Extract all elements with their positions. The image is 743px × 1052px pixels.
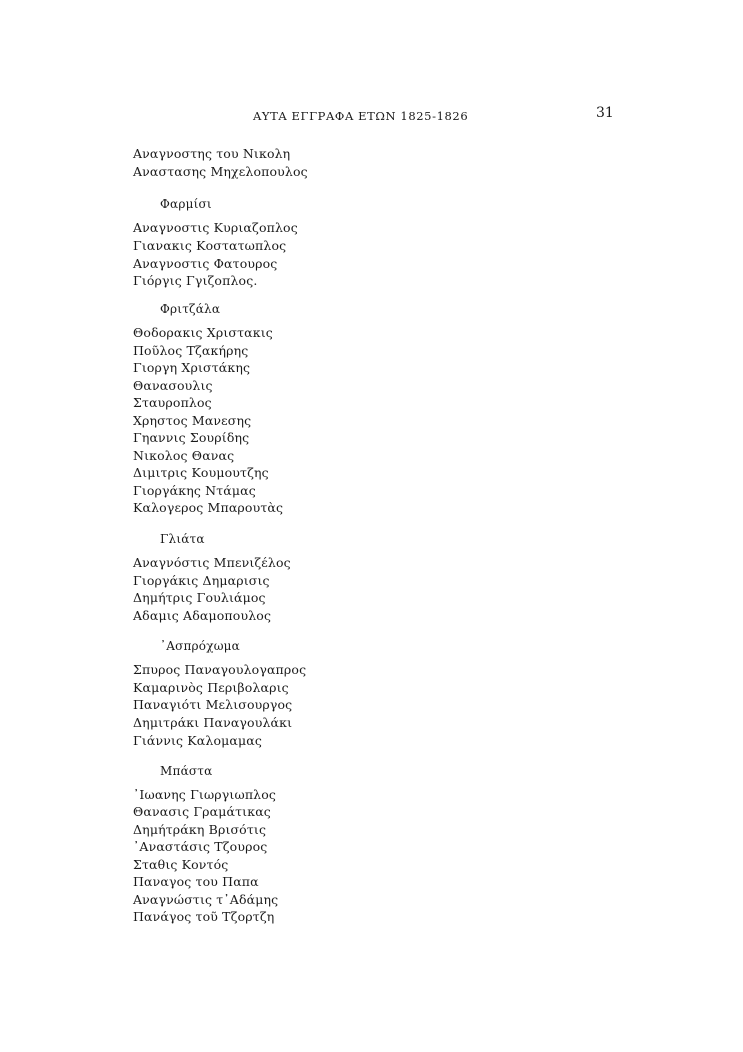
name-line: Αδαμις Αδαμοπουλος: [133, 608, 272, 623]
name-line: Σταυροπλος: [133, 395, 212, 410]
section-heading: Γλιάτα: [160, 532, 205, 546]
name-line: Αναγνόστις Μπενιζέλος: [133, 555, 291, 570]
name-line: Δημιτράκι Παναγουλάκι: [133, 715, 293, 730]
name-line: Γιοργη Χριστάκης: [133, 360, 251, 375]
name-line: Παναγιότι Μελισουργος: [133, 697, 293, 712]
name-line: Αναγνοστης του Νικολη: [133, 146, 291, 161]
name-line: Παναγος του Παπα: [133, 874, 259, 889]
page-header: [0, 105, 743, 129]
name-line: Πανάγος τοῦ Τζορτζη: [133, 909, 275, 924]
section-heading: Φαρμίσι: [160, 197, 212, 211]
name-line: Αναγνώστις τ᾿Αδάμης: [133, 892, 279, 907]
name-line: Θοδορακις Χριστακις: [133, 325, 273, 340]
name-line: Γιάννις Καλομαμας: [133, 733, 262, 748]
section-heading: ᾿Ασπρόχωμα: [160, 639, 240, 653]
name-line: ᾿Αναστάσις Τζουρος: [133, 839, 268, 854]
page-number: 31: [596, 105, 614, 121]
name-line: Καμαρινὸς Περιβολαρις: [133, 680, 289, 695]
name-line: Σταθις Κοντός: [133, 857, 229, 872]
name-line: ᾿Ιωανης Γιωργιωπλος: [133, 787, 277, 802]
name-line: Διμιτρις Κουμουτζης: [133, 465, 269, 480]
name-line: Καλογερος Μπαρουτὰς: [133, 500, 284, 515]
name-line: Θανασις Γραμάτικας: [133, 804, 271, 819]
name-line: Νικολος Θανας: [133, 448, 235, 463]
name-line: Θανασουλις: [133, 378, 213, 393]
name-line: Αναστασης Μηχελοπουλος: [133, 164, 308, 179]
name-line: Αναγνοστις Κυριαζοπλος: [133, 220, 298, 235]
name-line: Γιανακις Κοστατωπλος: [133, 238, 287, 253]
running-title: ΑΥΤΑ ΕΓΓΡΑΦΑ ΕΤΩΝ 1825-1826: [253, 109, 469, 123]
name-line: Αναγνοστις Φατουρος: [133, 256, 278, 271]
name-line: Χρηστος Μανεσης: [133, 413, 252, 428]
name-line: Δημήτρις Γουλιάμος: [133, 590, 266, 605]
name-line: Δημήτράκη Βρισότις: [133, 822, 267, 837]
name-line: Γιοργάκις Δημαρισις: [133, 573, 270, 588]
name-line: Γηαννις Σουρίδης: [133, 430, 250, 445]
name-line: Γιόργις Γγιζοπλος.: [133, 273, 258, 288]
name-line: Γιοργάκης Ντάμας: [133, 483, 256, 498]
section-heading: Μπάστα: [160, 764, 213, 778]
name-line: Ποῦλος Τζακήρης: [133, 343, 249, 358]
name-line: Σπυρος Παναγουλογαπρος: [133, 662, 307, 677]
section-heading: Φριτζάλα: [160, 302, 221, 316]
